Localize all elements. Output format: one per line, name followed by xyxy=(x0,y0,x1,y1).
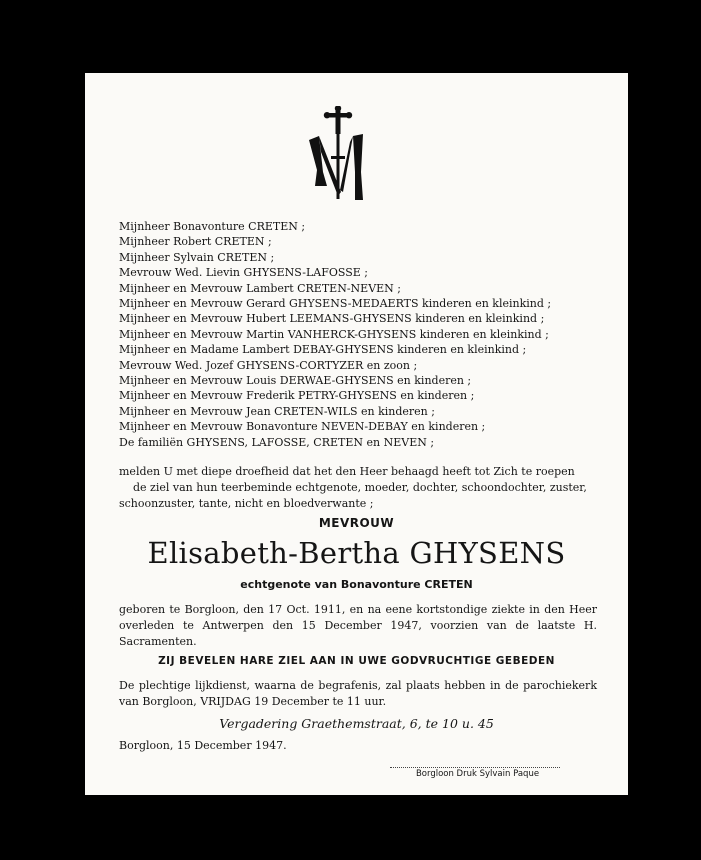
memorial-card xyxy=(85,73,628,795)
family-line: Mijnheer en Mevrouw Frederik PETRY-GHYSENS en kinderen ; xyxy=(119,389,475,403)
announcement-line: de ziel van hun teerbeminde echtgenote, moeder, dochter, schoondochter, zuster, schoonzuster, tante, nicht en bloedverwante ; xyxy=(119,481,587,510)
family-line: Mijnheer en Mevrouw Gerard GHYSENS-MEDAERTS kinderen en kleinkind ; xyxy=(119,297,552,311)
family-line: Mijnheer en Mevrouw Hubert LEEMANS-GHYSENS kinderen en kleinkind ; xyxy=(119,312,545,326)
family-line: Mijnheer en Mevrouw Bonavonture NEVEN-DEBAY en kinderen ; xyxy=(119,420,486,434)
family-line: Mijnheer en Madame Lambert DEBAY-GHYSENS kinderen en kleinkind ; xyxy=(119,343,527,357)
announcement-line: melden U met diepe droefheid dat het den Heer behaagd heeft tot Zich te roepen xyxy=(119,465,575,478)
place-date: Borgloon, 15 December 1947. xyxy=(119,739,287,752)
announcement-text xyxy=(119,464,594,512)
birth-death-text: geboren te Borgloon, den 17 Oct. 1911, en na eene kortstondige ziekte in den Heer overleden te Antwerpen den 15 December 1947, voorzien van de laatste H. Sacramenten. xyxy=(119,603,597,649)
prayer-request: ZIJ BEVELEN HARE ZIEL AAN IN UWE GODVRUCHTIGE GEBEDEN xyxy=(158,655,555,667)
family-line: Mijnheer en Mevrouw Louis DERWAE-GHYSENS en kinderen ; xyxy=(119,374,472,388)
printer-credit: Borgloon Druk Sylvain Paque xyxy=(415,769,540,779)
family-line: Mevrouw Wed. Jozef GHYSENS-CORTYZER en zoon ; xyxy=(119,358,418,372)
deceased-name: Elisabeth-Bertha GHYSENS xyxy=(147,536,566,570)
family-line: Mevrouw Wed. Lievin GHYSENS-LAFOSSE ; xyxy=(119,266,368,280)
marian-monogram-icon xyxy=(305,106,371,202)
family-line: Mijnheer en Mevrouw Lambert CRETEN-NEVEN ; xyxy=(119,281,402,295)
gathering-place: Vergadering Graethemstraat, 6, te 10 u. 45 xyxy=(219,716,494,731)
honorific-title: MEVROUW xyxy=(318,516,395,530)
family-line: Mijnheer Sylvain CRETEN ; xyxy=(119,250,275,264)
family-line: De familiën GHYSENS, LAFOSSE, CRETEN en NEVEN ; xyxy=(119,435,435,449)
family-line: Mijnheer en Mevrouw Martin VANHERCK-GHYSENS kinderen en kleinkind ; xyxy=(119,327,549,341)
family-line: Mijnheer Robert CRETEN ; xyxy=(119,235,272,249)
spouse-line: echtgenote van Bonavonture CRETEN xyxy=(240,578,473,591)
family-line: Mijnheer en Mevrouw Jean CRETEN-WILS en kinderen ; xyxy=(119,404,435,418)
family-list xyxy=(119,219,619,450)
printer-divider xyxy=(390,767,560,768)
family-line: Mijnheer Bonavonture CRETEN ; xyxy=(119,220,306,233)
funeral-details: De plechtige lijkdienst, waarna de begrafenis, zal plaats hebben in de parochiekerk van Borgloon, VRIJDAG 19 December te 11 uur. xyxy=(119,679,597,708)
